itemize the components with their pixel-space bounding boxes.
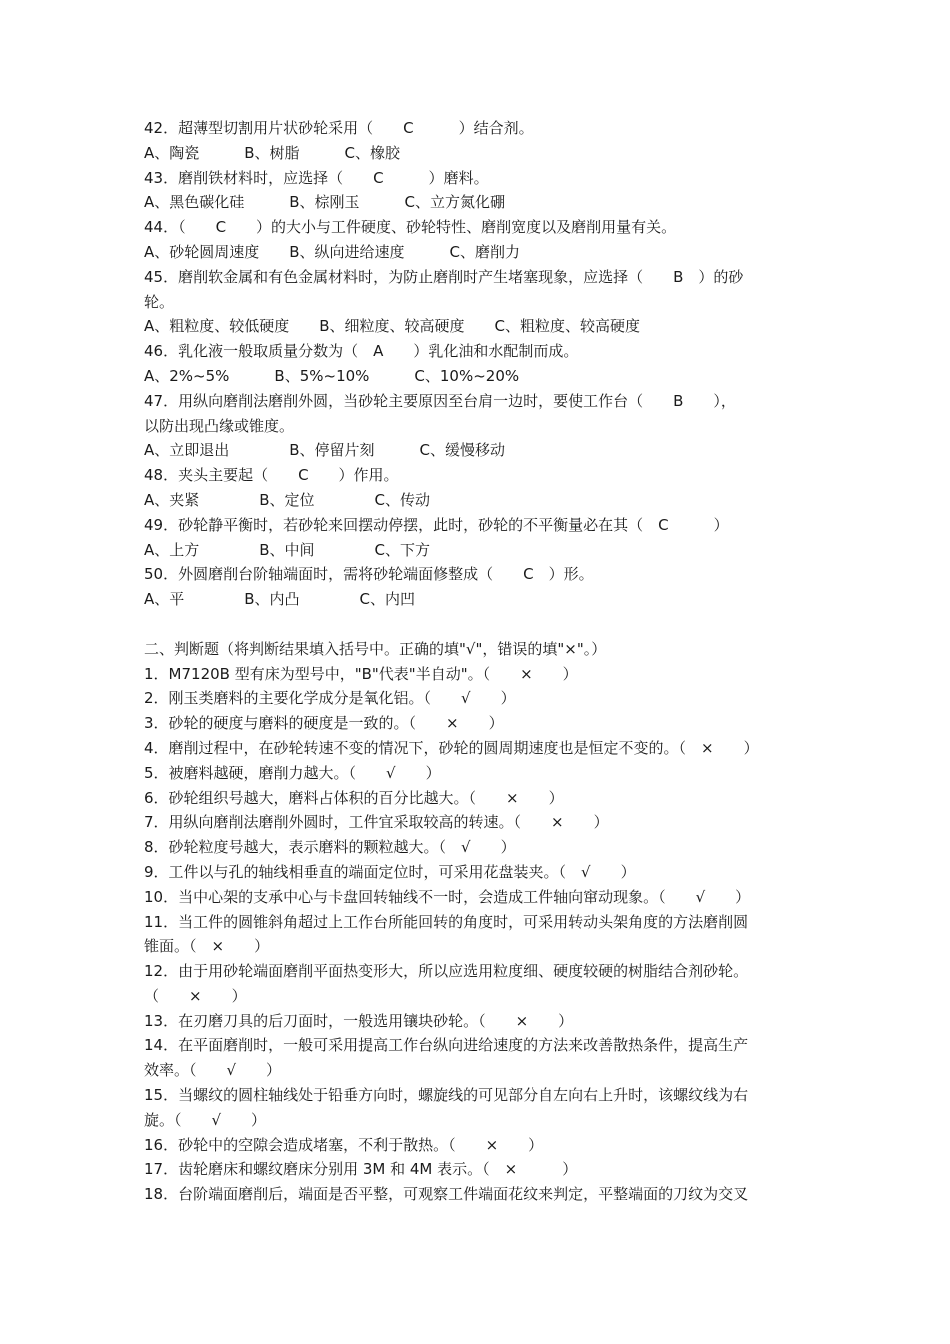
text-line: 9．工件以与孔的轴线相垂直的端面定位时，可采用花盘装夹。（ √ ）	[144, 862, 636, 881]
text-line: A、粗粒度、较低硬度 B、细粒度、较高硬度 C、粗粒度、较高硬度	[144, 317, 641, 336]
text-line: 15．当螺纹的圆柱轴线处于铅垂方向时，螺旋线的可见部分自左向右上升时，该螺纹线为右	[144, 1086, 749, 1105]
text-line: A、砂轮圆周速度 B、纵向进给速度 C、磨削力	[144, 242, 521, 261]
text-line: 50．外圆磨削台阶轴端面时，需将砂轮端面修整成（ C ）形。	[144, 565, 594, 584]
text-line: 以防出现凸缘或锥度。	[144, 416, 295, 435]
text-line: 13．在刃磨刀具的后刀面时，一般选用镶块砂轮。（ × ）	[144, 1011, 574, 1030]
text-line: 45．磨削软金属和有色金属材料时，为防止磨削时产生堵塞现象，应选择（ B ）的砂	[144, 267, 744, 286]
text-line: （ × ）	[144, 986, 247, 1005]
text-line: 14．在平面磨削时，一般可采用提高工作台纵向进给速度的方法来改善散热条件，提高生产	[144, 1036, 749, 1055]
text-line: 46．乳化液一般取质量分数为（ A ）乳化油和水配制而成。	[144, 342, 579, 361]
text-line: A、2%~5% B、5%~10% C、10%~20%	[144, 366, 520, 385]
text-line: 11．当工件的圆锥斜角超过上工作台所能回转的角度时，可采用转动头架角度的方法磨削圆	[144, 912, 749, 931]
text-line: 10．当中心架的支承中心与卡盘回转轴线不一时，会造成工件轴向窜动现象。（ √ ）	[144, 887, 751, 906]
text-line: 旋。（ √ ）	[144, 1110, 267, 1129]
text-line: 2．刚玉类磨料的主要化学成分是氧化铝。（ √ ）	[144, 689, 516, 708]
text-line: 43．磨削铁材料时，应选择（ C ）磨料。	[144, 168, 489, 187]
text-line: 49．砂轮静平衡时，若砂轮来回摆动停摆，此时，砂轮的不平衡量必在其（ C ）	[144, 515, 729, 534]
text-line: 6．砂轮组织号越大，磨料占体积的百分比越大。（ × ）	[144, 788, 564, 807]
text-line: 47．用纵向磨削法磨削外圆，当砂轮主要原因至台肩一边时，要使工作台（ B ），	[144, 391, 736, 410]
text-line: 44．（ C ）的大小与工件硬度、砂轮特性、磨削宽度以及磨削用量有关。	[144, 218, 677, 237]
text-line: 二、判断题（将判断结果填入括号中。正确的填"√"，错误的填"×"。）	[144, 639, 607, 658]
text-line: 3．砂轮的硬度与磨料的硬度是一致的。（ × ）	[144, 714, 504, 733]
blank-line	[144, 612, 808, 637]
text-line: 48．夹头主要起（ C ）作用。	[144, 466, 399, 485]
text-line: A、上方 B、中间 C、下方	[144, 540, 431, 559]
text-line: 16．砂轮中的空隙会造成堵塞，不利于散热。（ × ）	[144, 1135, 544, 1154]
text-line: A、陶瓷 B、树脂 C、橡胶	[144, 143, 401, 162]
text-line: 17．齿轮磨床和螺纹磨床分别用 3M 和 4M 表示。（ × ）	[144, 1160, 578, 1179]
text-line: 轮。	[144, 292, 175, 311]
text-line: 8．砂轮粒度号越大，表示磨料的颗粒越大。（ √ ）	[144, 838, 516, 857]
text-line: 锥面。（ × ）	[144, 937, 270, 956]
text-line: A、平 B、内凸 C、内凹	[144, 590, 416, 609]
text-line: A、立即退出 B、停留片刻 C、缓慢移动	[144, 441, 506, 460]
text-line: 效率。（ √ ）	[144, 1061, 282, 1080]
text-line: 12．由于用砂轮端面磨削平面热变形大，所以应选用粒度细、硬度较硬的树脂结合剂砂轮。	[144, 962, 749, 981]
text-line: 5．被磨料越硬，磨削力越大。（ √ ）	[144, 763, 441, 782]
text-line: 4．磨削过程中，在砂轮转速不变的情况下，砂轮的圆周期速度也是恒定不变的。（ × ）	[144, 738, 759, 757]
text-line: 7．用纵向磨削法磨削外圆时，工件宜采取较高的转速。（ × ）	[144, 813, 609, 832]
text-line: 42．超薄型切割用片状砂轮采用（ C ）结合剂。	[144, 119, 534, 137]
text-line: 18．台阶端面磨削后，端面是否平整，可观察工件端面花纹来判定，平整端面的刀纹为交叉	[144, 1185, 749, 1204]
exam-questions	[144, 116, 808, 1207]
text-line: 1．M7120B 型有床为型号中，"B"代表"半自动"。（ × ）	[144, 664, 578, 683]
text-line: A、夹紧 B、定位 C、传动	[144, 490, 431, 509]
text-line: A、黑色碳化硅 B、棕刚玉 C、立方氮化硼	[144, 193, 506, 212]
